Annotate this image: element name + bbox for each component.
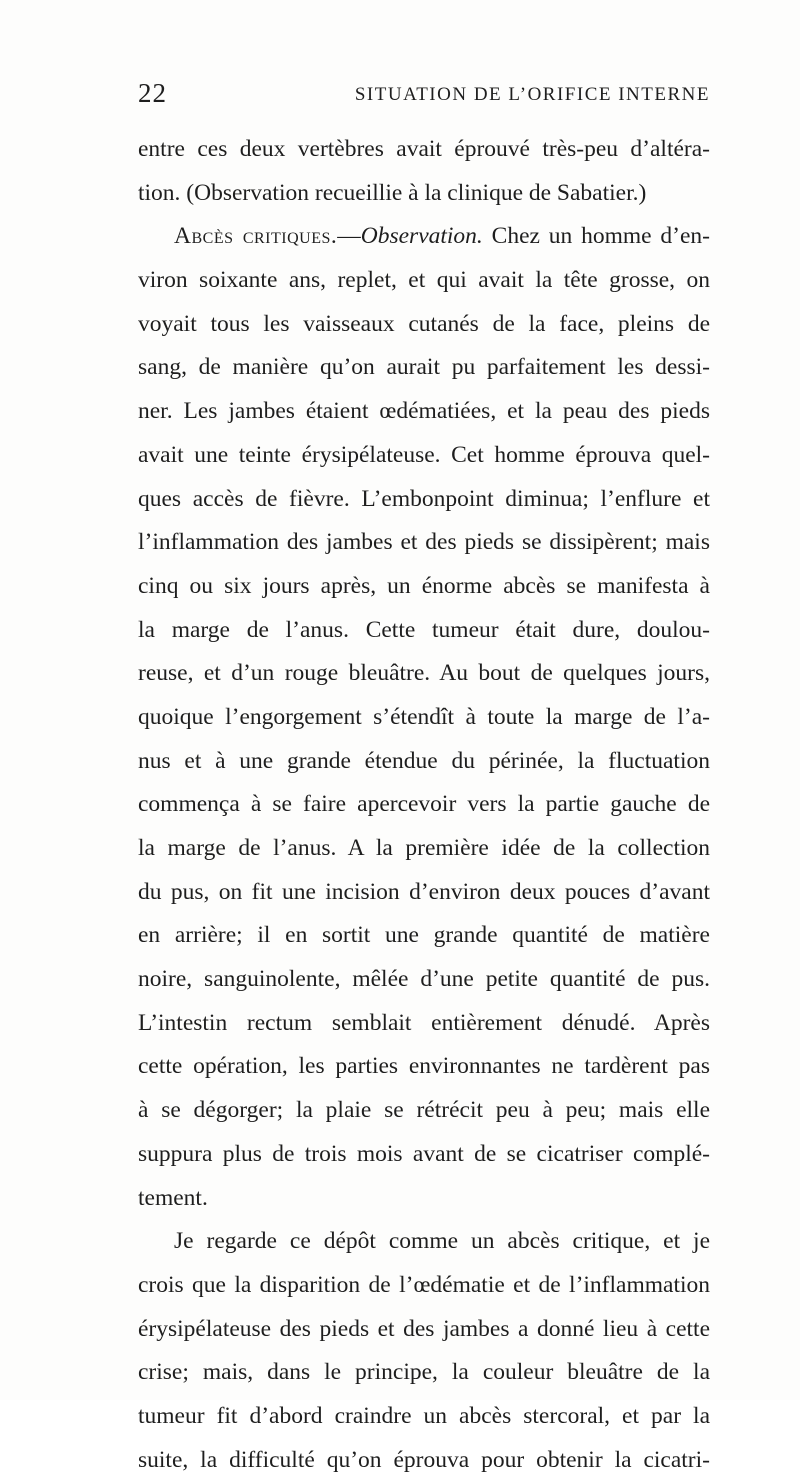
- heading-dash: —: [337, 223, 361, 250]
- text-line: suite, la difficulté qu’on éprouva pour obtenir la cicatri-: [138, 1446, 710, 1473]
- text-line: cette opération, les parties environnantes ne tardèrent pas: [138, 1053, 710, 1080]
- paragraph-abces-critiques: [138, 215, 710, 1220]
- text-line: du pus, on fit une incision d’environ deux pouces d’avant: [138, 878, 710, 905]
- text-line: la marge de l’anus. A la première idée de la collection: [138, 835, 710, 861]
- text-line: nus et à une grande étendue du périnée, la fluctuation: [138, 747, 710, 774]
- text-line: L’intestin rectum semblait entièrement dénudé. Après: [138, 1009, 710, 1036]
- section-heading: Abcès critiques.: [174, 223, 338, 250]
- text-line: [138, 215, 710, 259]
- text-line: érysipélateuse des pieds et des jambes a donné lieu à cette: [138, 1315, 710, 1342]
- text-line: en arrière; il en sortit une grande quantité de matière: [138, 922, 710, 949]
- text-line: suppura plus de trois mois avant de se cicatriser complé-: [138, 1140, 710, 1167]
- observation-label: Observation.: [360, 223, 483, 250]
- text-line: crise; mais, dans le principe, la couleur bleuâtre de la: [138, 1359, 710, 1386]
- text-line: voyait tous les vaisseaux cutanés de la face, pleins de: [138, 310, 710, 337]
- text-line: ques accès de fièvre. L’embonpoint diminua; l’enflure et: [138, 485, 710, 512]
- text-line: tumeur fit d’abord craindre un abcès stercoral, et par la: [138, 1402, 710, 1429]
- running-title: SITUATION DE L’ORIFICE INTERNE: [354, 84, 710, 105]
- text-line: la marge de l’anus. Cette tumeur était dure, doulou-: [138, 616, 710, 643]
- paragraph-observation-source: [138, 128, 710, 215]
- body-text: [138, 128, 710, 1482]
- text-fragment: Chez un homme d’en-: [482, 223, 710, 250]
- text-line: crois que la disparition de l’œdématie et de l’inflammation: [138, 1271, 710, 1298]
- text-line: tion. (Observation recueillie à la clinique de Sabatier.): [138, 179, 647, 206]
- text-line: viron soixante ans, replet, et qui avait la tête grosse, on: [138, 267, 710, 294]
- page-number: 22: [138, 78, 167, 108]
- text-line: commença à se faire apercevoir vers la partie gauche de: [138, 791, 710, 818]
- text-line: reuse, et d’un rouge bleuâtre. Au bout de quelques jours,: [138, 660, 710, 687]
- text-line: sang, de manière qu’on aurait pu parfaitement les dessi-: [138, 354, 710, 381]
- text-line: tement.: [138, 1184, 208, 1211]
- text-line: Je regarde ce dépôt comme un abcès critique, et je: [174, 1228, 710, 1255]
- text-line: noire, sanguinolente, mêlée d’une petite quantité de pus.: [138, 966, 710, 993]
- text-line: quoique l’engorgement s’étendît à toute la marge de l’a-: [138, 703, 710, 730]
- text-line: à se dégorger; la plaie se rétrécit peu à peu; mais elle: [138, 1097, 710, 1124]
- paragraph-commentary: [138, 1220, 710, 1482]
- text-line: cinq ou six jours après, un énorme abcès se manifesta à: [138, 572, 710, 599]
- text-line: ner. Les jambes étaient œdématiées, et la peau des pieds: [138, 398, 710, 425]
- text-line: avait une teinte érysipélateuse. Cet homme éprouva quel-: [138, 441, 710, 468]
- running-head: [138, 78, 710, 112]
- text-line: l’inflammation des jambes et des pieds se dissipèrent; mais: [138, 529, 710, 556]
- text-line: entre ces deux vertèbres avait éprouvé très-peu d’altéra-: [138, 136, 710, 162]
